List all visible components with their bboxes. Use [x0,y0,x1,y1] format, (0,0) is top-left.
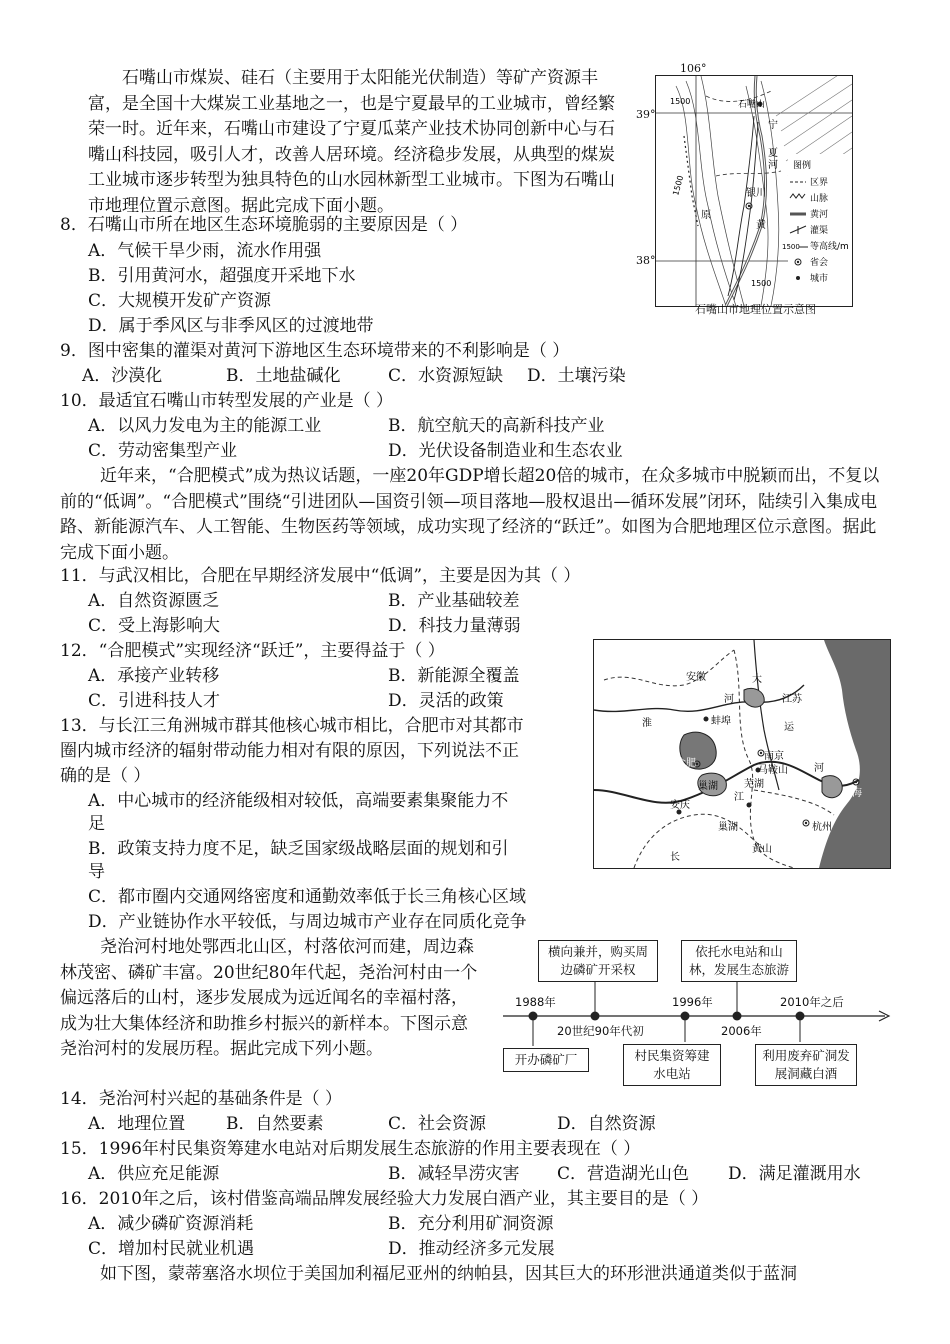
q13-option-d[interactable]: D．产业链协作水平较低，与周边城市产业存在同质化竞争 [88,912,527,932]
event-eco-tourism: 依托水电站和山林，发展生态旅游 [681,940,797,982]
place-yuan: 原 [701,210,711,221]
hefei-map-svg [594,640,890,868]
q13-stem-3: 确的是（ ） [60,766,151,786]
event-acquire-mines: 横向兼并，购买周边磷矿开采权 [538,940,658,982]
label-anhui: 安徽 [686,672,706,683]
q11-stem: 11．与武汉相比，合肥在早期经济发展中“低调”，主要是因为其（ ） [60,566,581,586]
label-maanshan: 马鞍山 [758,765,788,776]
year-2006: 2006年 [721,1024,762,1038]
label-wuhu: 芜湖 [744,779,764,790]
q9-option-b[interactable]: B．土地盐碱化 [226,366,341,386]
q9-option-a[interactable]: A．沙漠化 [82,366,163,386]
event-cave-liquor: 利用废弃矿洞发展洞藏白酒 [755,1044,857,1086]
q13-option-c[interactable]: C．都市圈内交通网络密度和通勤效率低于长三角核心区域 [88,887,527,907]
yaozhihe-timeline [495,934,891,1094]
q9-option-d[interactable]: D．土壤污染 [527,366,626,386]
q15-option-c[interactable]: C．营造湖光山色 [557,1164,690,1184]
q15-option-d[interactable]: D．满足灌溉用水 [728,1164,861,1184]
q11-option-d[interactable]: D．科技力量薄弱 [388,616,521,636]
legend-title: 图例 [793,161,812,171]
label-chaohu-lake: 巢湖 [698,781,718,792]
q15-option-b[interactable]: B．减轻旱涝灾害 [388,1164,520,1184]
q12-option-d[interactable]: D．灵活的政策 [388,691,504,711]
q16-option-a[interactable]: A．减少磷矿资源消耗 [88,1214,254,1234]
q13-option-a-cont[interactable]: 足 [88,814,105,834]
label-shanghai: 上海 [842,788,862,799]
legend-5: 省会 [810,258,829,268]
q13-option-b[interactable]: B．政策支持力度不足，缺乏国家级战略层面的规划和引 [88,839,509,859]
label-he2: 河 [814,763,824,774]
passage-monticello: 如下图，蒙蒂塞洛水坝位于美国加利福尼亚州的纳帕县，因其巨大的环形泄洪通道类似于蓝洞 [100,1264,797,1284]
q15-option-a[interactable]: A．供应充足能源 [88,1164,220,1184]
label-nanjing: 南京 [764,751,784,762]
q14-option-d[interactable]: D．自然资源 [557,1114,656,1134]
q16-stem: 16．2010年之后，该村借鉴高端品牌发展经验大力发展白酒产业，其主要目的是（ ） [60,1189,709,1209]
legend-2: 黄河 [810,210,829,220]
contour-label-3: 1500 [751,279,772,288]
q10-option-a[interactable]: A．以风力发电为主的能源工业 [88,416,322,436]
label-huai: 淮 [642,718,652,729]
label-jiang: 江 [734,792,744,803]
label-hefei: 合肥 [676,758,696,769]
map1-caption: 石嘴山市地理位置示意图 [695,303,816,316]
place-ning: 宁 [768,120,778,131]
q11-option-a[interactable]: A．自然资源匮乏 [88,591,220,611]
label-chang: 长 [670,852,680,863]
place-yinchuan: 银川 [746,188,766,199]
q11-option-c[interactable]: C．受上海影响大 [88,616,221,636]
place-xia: 夏 [768,148,778,159]
event-hydropower: 村民集资筹建水电站 [623,1044,721,1086]
q14-option-a[interactable]: A．地理位置 [88,1114,186,1134]
q9-stem: 9．图中密集的灌渠对黄河下游地区生态环境带来的不利影响是（ ） [60,341,570,361]
q12-option-a[interactable]: A．承接产业转移 [88,666,220,686]
contour-label-2: 1500 [671,174,686,197]
label-jiangsu: 江苏 [782,694,802,705]
legend-6: 城市 [810,274,829,284]
q8-option-a[interactable]: A．气候干旱少雨，流水作用强 [88,241,322,261]
q12-option-b[interactable]: B．新能源全覆盖 [388,666,520,686]
q13-stem-1: 13．与长江三角洲城市群其他核心城市相比，合肥市对其都市 [60,716,524,736]
q12-stem: 12．“合肥模式”实现经济“跃迁”，主要得益于（ ） [60,641,445,661]
q14-option-c[interactable]: C．社会资源 [388,1114,487,1134]
year-90s: 20世纪90年代初 [557,1024,644,1038]
label-he1: 河 [724,694,734,705]
q8-option-b[interactable]: B．引用黄河水，超强度开采地下水 [88,266,356,286]
q16-option-d[interactable]: D．推动经济多元发展 [388,1239,555,1259]
q11-option-b[interactable]: B．产业基础较差 [388,591,520,611]
q13-option-b-cont[interactable]: 导 [88,862,105,882]
label-hangzhou: 杭州 [812,822,832,833]
place-shizuishan: 石嘴山 [738,100,766,110]
hefei-map [593,639,891,869]
map1-lat-top: 39° [636,108,656,121]
year-1996: 1996年 [672,995,713,1009]
shizuishan-map [655,75,853,307]
passage-shizuishan: 石嘴山市煤炭、硅石（主要用于太阳能光伏制造）等矿产资源丰富，是全国十大煤炭工业基地之一，也是宁夏最早的工业城市，曾经繁荣一时。近年来，石嘴山市建设了宁夏瓜菜产业技术协同创新中心与石嘴山科技园，吸引人才，改善人居环境。经济稳步发展，从典型的煤炭工业城市逐步转型为独具特色的山水园林新型工业城市。下图为石嘴山市地理位置示意图。据此完成下面小题。 [88,68,615,216]
legend-0: 区界 [810,178,829,188]
legend-1: 山脉 [810,194,829,204]
year-1988: 1988年 [515,995,556,1009]
q13-stem-2: 圈内城市经济的辐射带动能力相对有限的原因，下列说法不正 [60,741,519,761]
legend-4: 等高线/m [810,242,849,252]
map1-lon: 106° [680,62,707,75]
q8-stem: 8．石嘴山市所在地区生态环境脆弱的主要原因是（ ） [60,215,468,235]
map1-lat-bottom: 38° [636,254,656,267]
q10-stem: 10．最适宜石嘴山市转型发展的产业是（ ） [60,391,394,411]
q10-option-c[interactable]: C．劳动密集型产业 [88,441,238,461]
passage-yaozhihe: 尧治河村地处鄂西北山区，村落依河而建，周边森林茂密、磷矿丰富。20世纪80年代起，尧治河村由一个偏远落后的山村，逐步发展成为远近闻名的幸福村落，成为壮大集体经济和助推乡村振兴的新样本。下图示意尧治河村的发展历程。据此完成下列小题。 [60,937,478,1059]
shizuishan-map-svg [656,76,852,306]
q8-option-c[interactable]: C．大规模开发矿产资源 [88,291,272,311]
q14-option-b[interactable]: B．自然要素 [226,1114,324,1134]
event-phosphate-plant: 开办磷矿厂 [503,1048,589,1072]
q15-stem: 15．1996年村民集资筹建水电站对后期发展生态旅游的作用主要表现在（ ） [60,1139,641,1159]
q16-option-b[interactable]: B．充分利用矿洞资源 [388,1214,554,1234]
place-huang: 黄 [756,220,766,231]
legend-3: 灌渠 [810,226,829,236]
contour-label: 1500 [670,97,691,106]
label-anqing: 安庆 [670,800,690,811]
passage-hefei: 近年来，“合肥模式”成为热议话题，一座20年GDP增长超20倍的城市，在众多城市中脱颖而出，不复以前的“低调”。“合肥模式”围绕“引进团队—国资引领—项目落地—股权退出—循环发展”闭环，陆续引入集成电路、新能源汽车、人工智能、生物医药等领域，成功实现了经济的“跃迁”。如图为合肥地理区位示意图。据此完成下面小题。 [60,466,880,563]
label-huangshan: 黄山 [752,844,772,855]
q12-option-c[interactable]: C．引进科技人才 [88,691,221,711]
q14-stem: 14．尧治河村兴起的基础条件是（ ） [60,1089,343,1109]
label-da: 大 [752,674,762,685]
q8-option-d[interactable]: D．属于季风区与非季风区的过渡地带 [88,316,374,336]
label-bengbu: 蚌埠 [711,716,731,727]
q10-option-b[interactable]: B．航空航天的高新科技产业 [388,416,605,436]
q16-option-c[interactable]: C．增加村民就业机遇 [88,1239,255,1259]
year-2010: 2010年之后 [780,995,844,1009]
q10-option-d[interactable]: D．光伏设备制造业和生态农业 [388,441,623,461]
place-he: 河 [768,160,778,171]
q13-option-a[interactable]: A．中心城市的经济能级相对较低，高端要素集聚能力不 [88,791,509,811]
q9-option-c[interactable]: C．水资源短缺 [388,366,504,386]
legend-1500: 1500 [782,243,800,251]
label-chao: 巢湖 [718,822,738,833]
label-yun: 运 [784,722,794,733]
